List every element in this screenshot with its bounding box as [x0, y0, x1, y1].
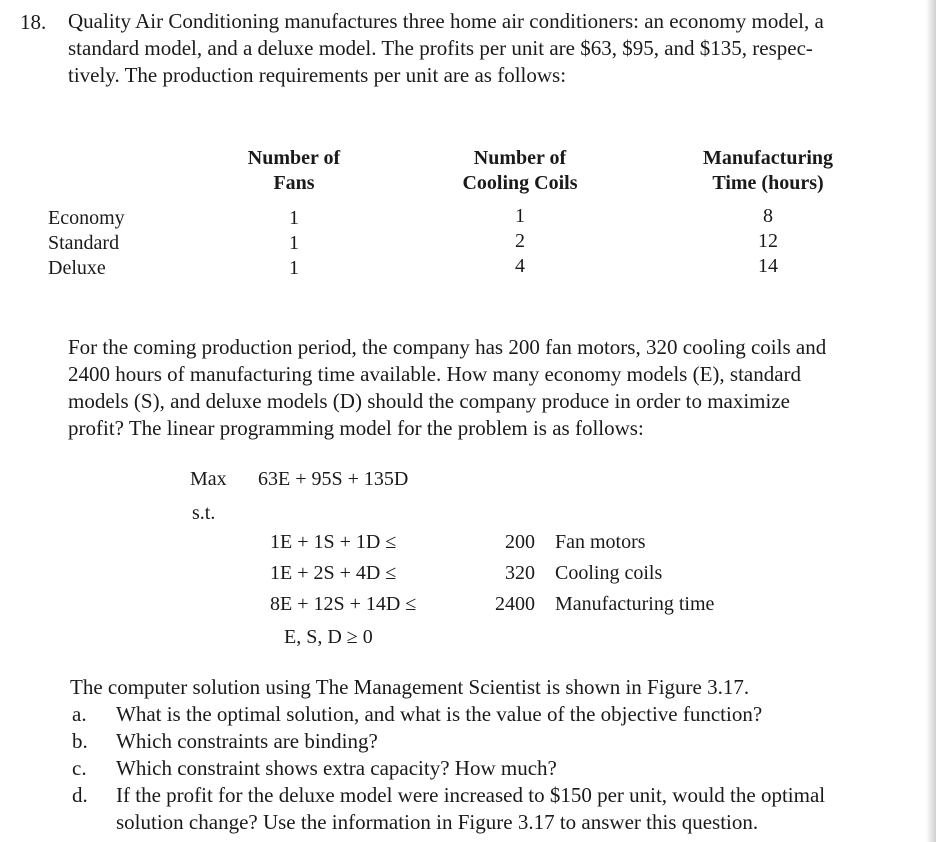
nonnegativity-constraint: E, S, D ≥ 0 [284, 626, 373, 648]
header-line: Cooling Coils [462, 172, 578, 194]
cell-time: 8 [763, 205, 773, 227]
header-line: Number of [473, 147, 567, 169]
cell-coils: 2 [515, 230, 525, 252]
constraint-lhs: 1E + 2S + 4D ≤ [270, 562, 397, 584]
page-edge [926, 0, 936, 842]
cell-fans: 1 [289, 232, 299, 254]
question-text: Which constraints are binding? [116, 729, 378, 753]
max-label: Max [190, 468, 227, 490]
subject-to-label: s.t. [192, 502, 216, 524]
constraint-rhs: 200 [505, 531, 535, 553]
header-line: Manufacturing [703, 147, 833, 169]
context-line: For the coming production period, the company has 200 fan motors, 320 cooling coils and [68, 335, 827, 359]
cell-coils: 4 [515, 255, 525, 277]
question-item [70, 755, 880, 782]
constraint-lhs: 8E + 12S + 14D ≤ [270, 593, 417, 615]
question-letter: a. [72, 702, 87, 726]
context-line: models (S), and deluxe models (D) should the company produce in order to maximize [68, 389, 790, 413]
constraint-rhs: 320 [505, 562, 535, 584]
header-line: Fans [273, 172, 315, 194]
question-letter: c. [72, 756, 87, 780]
objective-function: 63E + 95S + 135D [258, 468, 409, 490]
intro-line: standard model, and a deluxe model. The profits per unit are $63, $95, and $135, respec- [68, 36, 813, 60]
row-label: Deluxe [48, 257, 106, 279]
cell-time: 12 [758, 230, 778, 252]
header-fans [224, 146, 364, 196]
question-text: Which constraint shows extra capacity? How much? [116, 756, 557, 780]
context-line: 2400 hours of manufacturing time available. How many economy models (E), standard [68, 362, 802, 386]
problem-context [68, 334, 874, 442]
cell-fans: 1 [289, 257, 299, 279]
constraint-label: Manufacturing time [555, 593, 715, 615]
question-text: What is the optimal solution, and what is the value of the objective function? [116, 702, 763, 726]
header-line: Time (hours) [712, 172, 824, 194]
header-manufacturing-time [688, 146, 848, 196]
constraint-lhs: 1E + 1S + 1D ≤ [270, 531, 397, 553]
question-item [70, 728, 880, 755]
question-text: If the profit for the deluxe model were increased to $150 per unit, would the optimal solution change? Use the information in Figure 3.17 to answer this question. [116, 783, 826, 834]
cell-coils: 1 [515, 205, 525, 227]
intro-line: Quality Air Conditioning manufactures three home air conditioners: an economy model, a [68, 9, 824, 33]
question-item [70, 701, 880, 728]
row-label: Economy [48, 207, 125, 229]
row-label: Standard [48, 232, 120, 254]
intro-line: tively. The production requirements per unit are as follows: [68, 63, 567, 87]
solution-reference: The computer solution using The Management Scientist is shown in Figure 3.17. [70, 675, 750, 699]
problem-intro [68, 8, 874, 89]
cell-fans: 1 [289, 207, 299, 229]
question-item [70, 782, 880, 836]
constraint-label: Cooling coils [555, 562, 663, 584]
constraint-rhs: 2400 [495, 593, 535, 615]
context-line: profit? The linear programming model for the problem is as follows: [68, 416, 644, 440]
problem-number: 18. [20, 10, 47, 34]
question-letter: d. [72, 783, 88, 807]
question-list [70, 674, 880, 836]
constraint-label: Fan motors [555, 531, 646, 553]
header-cooling-coils [440, 146, 600, 196]
cell-time: 14 [758, 255, 778, 277]
header-line: Number of [247, 147, 341, 169]
question-letter: b. [72, 729, 88, 753]
